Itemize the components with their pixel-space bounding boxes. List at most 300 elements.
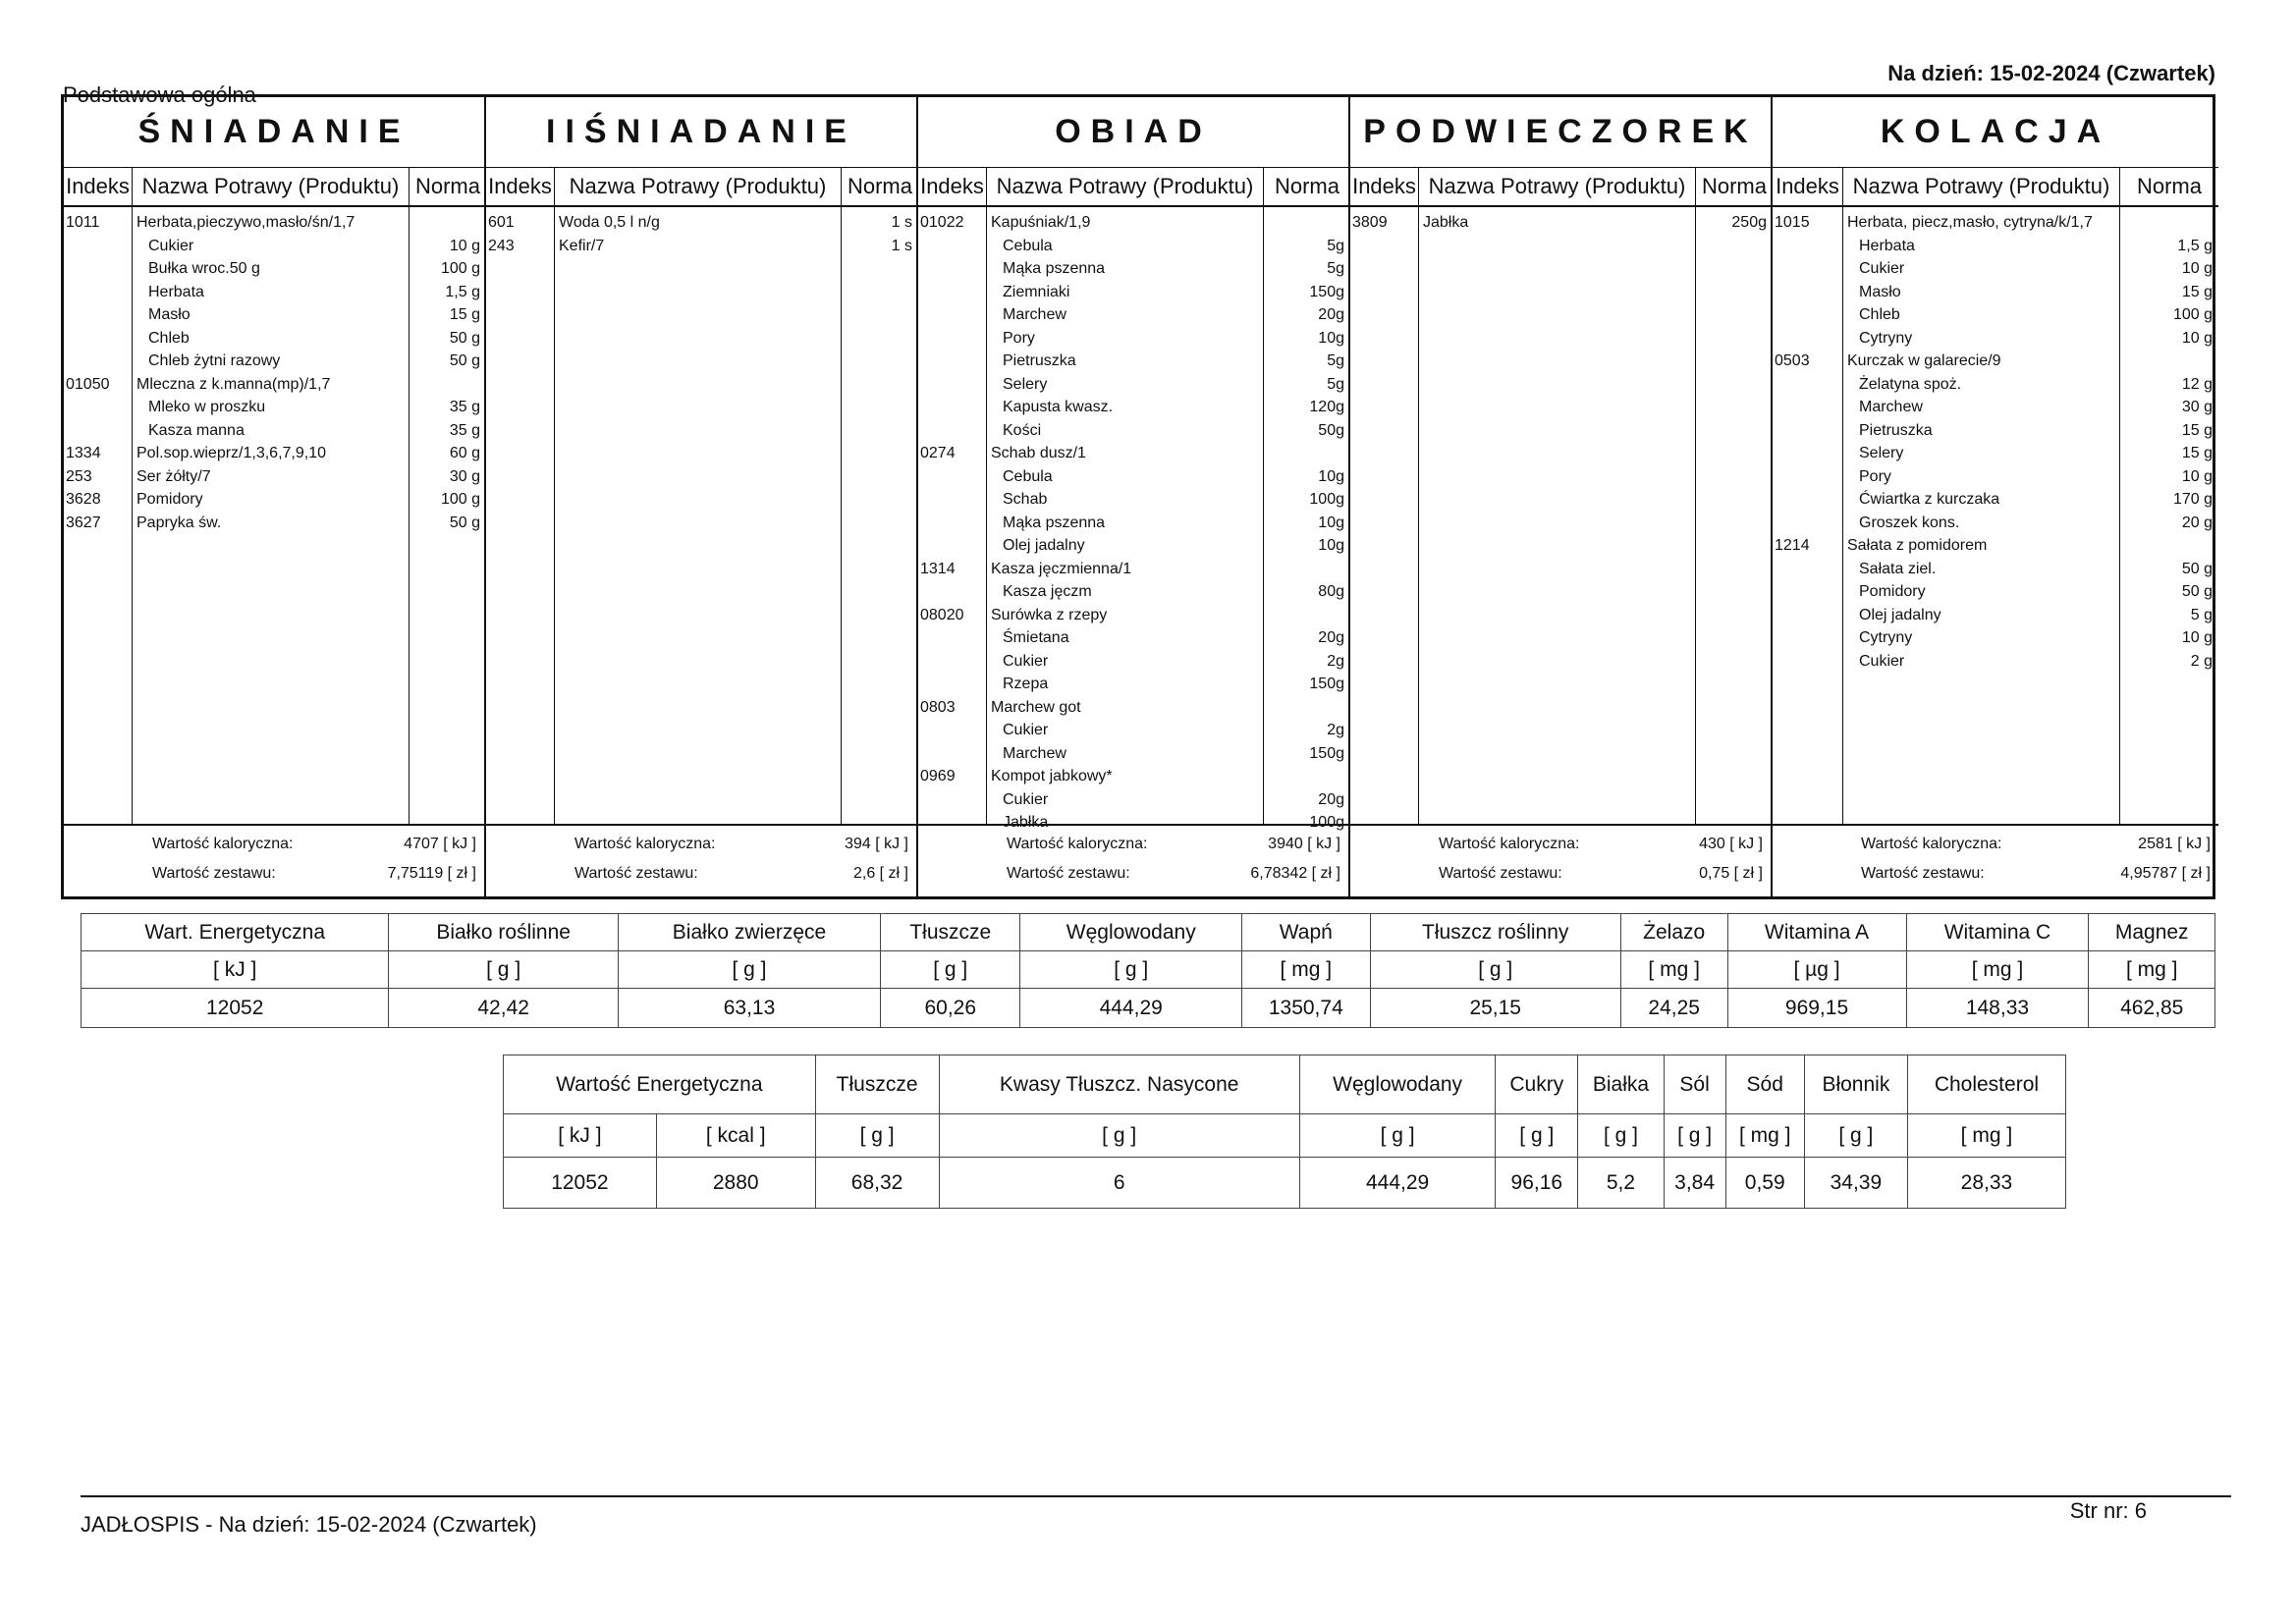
row-index: 01050 [66, 375, 110, 393]
row-index: 01022 [920, 214, 964, 231]
row-norm: 5 g [2190, 606, 2213, 623]
row-index: 0969 [920, 768, 956, 784]
ingredient-name: Chleb żytni razowy [148, 352, 281, 369]
dish-name: Schab dusz/1 [991, 445, 1086, 461]
row-norm: 35 g [449, 421, 480, 439]
row-norm: 2g [1327, 722, 1344, 738]
menu-row [918, 650, 1350, 673]
nutrient-unit: [ g ] [618, 951, 880, 989]
meal-section [918, 97, 1350, 896]
ingredient-name: Olej jadalny [1859, 606, 1941, 623]
row-norm: 5g [1327, 352, 1344, 369]
nutrient-unit: [ g ] [389, 951, 619, 989]
row-index: 0803 [920, 698, 956, 716]
nutrient-unit: [ mg ] [1620, 951, 1727, 989]
menu-row [1773, 257, 2218, 280]
ingredient-name: Cukier [1859, 652, 1905, 670]
meal-rows [64, 211, 484, 824]
ingredient-name: Schab [1003, 491, 1048, 508]
ingredient-name: Marchew [1003, 744, 1066, 762]
menu-row [1773, 604, 2218, 626]
ingredient-name: Selery [1003, 375, 1048, 393]
dish-name: Marchew got [991, 698, 1081, 716]
nutrient-value: 25,15 [1370, 989, 1620, 1028]
menu-row [1773, 488, 2218, 511]
menu-row [1773, 373, 2218, 396]
column-header-norm: Norma [2120, 168, 2218, 207]
meal-title: PODWIECZOREK [1350, 97, 1771, 168]
column-header-index: Indeks [1350, 168, 1419, 207]
ingredient-name: Herbata [1859, 237, 1915, 254]
menu-row [1773, 419, 2218, 442]
nutrient-value: 1350,74 [1242, 989, 1371, 1028]
ingredient-name: Kości [1003, 421, 1042, 439]
meal-summary [1350, 824, 1771, 896]
dish-name: Kurczak w galarecie/9 [1847, 352, 2001, 369]
nutrient-header: Węglowodany [1299, 1055, 1496, 1114]
nutrient-value: 96,16 [1496, 1158, 1578, 1209]
nutrient-header: Białko roślinne [389, 914, 619, 951]
ingredient-name: Marchew [1003, 306, 1066, 323]
row-norm: 150g [1309, 283, 1344, 300]
menu-row [1773, 303, 2218, 326]
row-index: 243 [488, 237, 515, 254]
nutrient-value: 462,85 [2089, 989, 2215, 1028]
row-index: 1011 [66, 214, 100, 231]
row-index: 601 [488, 214, 515, 231]
nutrient-header: Białko zwierzęce [618, 914, 880, 951]
menu-row [918, 742, 1350, 765]
nutrient-unit: [ mg ] [1907, 1114, 2065, 1158]
meal-section [64, 97, 486, 896]
row-index: 0274 [920, 445, 956, 461]
nutrient-value: 42,42 [389, 989, 619, 1028]
row-norm: 120g [1309, 399, 1344, 415]
meal-summary [486, 824, 916, 896]
nutrient-header: Witamina C [1906, 914, 2089, 951]
menu-row [918, 788, 1350, 811]
meal-section [1350, 97, 1773, 896]
dish-name: Pol.sop.wieprz/1,3,6,7,9,10 [137, 445, 327, 461]
row-norm: 20g [1318, 306, 1344, 323]
cost-label: Wartość zestawu: [1007, 865, 1130, 882]
nutrient-unit: [ mg ] [1906, 951, 2089, 989]
menu-row [64, 281, 486, 303]
calorie-value: 3940 [ kJ ] [1268, 836, 1340, 852]
date-label: Na dzień: 15-02-2024 (Czwartek) [1887, 61, 2215, 85]
menu-row [918, 303, 1350, 326]
nutrient-value: 63,13 [618, 989, 880, 1028]
ingredient-name: Cukier [148, 237, 194, 254]
menu-row [918, 465, 1350, 488]
menu-row [1773, 327, 2218, 350]
ingredient-name: Mleko w proszku [148, 399, 266, 415]
cost-label: Wartość zestawu: [1439, 865, 1562, 882]
calorie-value: 2581 [ kJ ] [2138, 836, 2211, 852]
nutrient-unit: [ µg ] [1727, 951, 1906, 989]
menu-row [918, 327, 1350, 350]
menu-row [918, 626, 1350, 649]
cost-value: 2,6 [ zł ] [852, 865, 908, 882]
ingredient-name: Cytryny [1859, 629, 1913, 646]
nutrient-value: 148,33 [1906, 989, 2089, 1028]
menu-grid [61, 94, 2215, 899]
ingredient-name: Herbata [148, 283, 204, 300]
column-header-norm: Norma [1264, 168, 1350, 207]
meal-rows [1773, 211, 2218, 824]
nutrient-header: Wart. Energetyczna [82, 914, 389, 951]
row-norm: 80g [1318, 583, 1344, 600]
nutrient-value: 24,25 [1620, 989, 1727, 1028]
meal-title: KOLACJA [1773, 97, 2218, 168]
row-norm: 10 g [2181, 260, 2213, 277]
ingredient-name: Jabłka [1003, 814, 1049, 831]
nutrient-header: Cukry [1496, 1055, 1578, 1114]
row-index: 1314 [920, 560, 956, 577]
nutrient-header: Wapń [1242, 914, 1371, 951]
nutrient-header: Sól [1664, 1055, 1725, 1114]
nutrient-unit: [ mg ] [1725, 1114, 1804, 1158]
dish-name: Papryka św. [137, 514, 222, 531]
row-index: 1334 [66, 445, 101, 461]
ingredient-name: Pory [1859, 467, 1891, 485]
meal-summary [1773, 824, 2218, 896]
row-norm: 12 g [2181, 375, 2213, 393]
column-header-name: Nazwa Potrawy (Produktu) [555, 168, 842, 207]
nutrient-header: Sód [1725, 1055, 1804, 1114]
cost-value: 6,78342 [ zł ] [1250, 865, 1340, 882]
column-header-name: Nazwa Potrawy (Produktu) [133, 168, 410, 207]
row-index: 0503 [1775, 352, 1810, 369]
nutrient-unit: [ g ] [881, 951, 1020, 989]
ingredient-name: Chleb [148, 329, 190, 347]
dish-name: Kasza jęczmienna/1 [991, 560, 1132, 577]
column-header-norm: Norma [842, 168, 918, 207]
calorie-value: 4707 [ kJ ] [404, 836, 476, 852]
menu-row [918, 765, 1350, 787]
ingredient-name: Pomidory [1859, 583, 1926, 600]
row-norm: 100g [1309, 814, 1344, 831]
row-norm: 100g [1309, 491, 1344, 508]
menu-row [1773, 465, 2218, 488]
meal-summary [64, 824, 484, 896]
row-norm: 10g [1318, 514, 1344, 531]
menu-row [1773, 396, 2218, 418]
nutrient-unit: [ g ] [1370, 951, 1620, 989]
row-norm: 100 g [440, 491, 480, 508]
nutrient-header: Żelazo [1620, 914, 1727, 951]
menu-row [1773, 442, 2218, 464]
nutrient-value: 34,39 [1804, 1158, 1907, 1209]
calorie-value: 394 [ kJ ] [845, 836, 908, 852]
nutrient-unit: [ kcal ] [656, 1114, 815, 1158]
footer-title: JADŁOSPIS - Na dzień: 15-02-2024 (Czwartek) [81, 1512, 537, 1537]
menu-row [918, 235, 1350, 257]
column-header-index: Indeks [1773, 168, 1843, 207]
meal-title: ŚNIADANIE [64, 97, 484, 168]
cost-label: Wartość zestawu: [1861, 865, 1985, 882]
calorie-value: 430 [ kJ ] [1699, 836, 1763, 852]
menu-row [64, 350, 486, 372]
row-norm: 100 g [440, 260, 480, 277]
menu-row [1773, 558, 2218, 580]
ingredient-name: Sałata ziel. [1859, 560, 1937, 577]
column-header-index: Indeks [918, 168, 987, 207]
menu-row [1773, 650, 2218, 673]
menu-row [64, 211, 486, 234]
row-norm: 60 g [449, 445, 480, 461]
row-norm: 20g [1318, 629, 1344, 646]
ingredient-name: Masło [148, 306, 191, 323]
cost-label: Wartość zestawu: [574, 865, 698, 882]
kcal-label: Wartość kaloryczna: [574, 836, 716, 852]
ingredient-name: Kapusta kwasz. [1003, 399, 1114, 415]
row-norm: 50g [1318, 421, 1344, 439]
row-norm: 150g [1309, 676, 1344, 692]
nutrient-unit: [ mg ] [2089, 951, 2215, 989]
cost-label: Wartość zestawu: [152, 865, 276, 882]
row-norm: 50 g [2181, 560, 2213, 577]
kcal-label: Wartość kaloryczna: [1861, 836, 2002, 852]
row-norm: 1 s [891, 237, 912, 254]
column-header-name: Nazwa Potrawy (Produktu) [1843, 168, 2120, 207]
ingredient-name: Cebula [1003, 467, 1053, 485]
ingredient-name: Kasza jęczm [1003, 583, 1092, 600]
ingredient-name: Pietruszka [1859, 421, 1933, 439]
nutrient-unit: [ g ] [1299, 1114, 1496, 1158]
kcal-label: Wartość kaloryczna: [152, 836, 294, 852]
row-norm: 15 g [449, 306, 480, 323]
column-header-norm: Norma [1696, 168, 1773, 207]
dish-name: Woda 0,5 l n/g [559, 214, 660, 231]
nutrient-unit: [ kJ ] [82, 951, 389, 989]
column-header-name: Nazwa Potrawy (Produktu) [987, 168, 1264, 207]
meal-rows [486, 211, 916, 824]
meal-summary [918, 824, 1348, 896]
ingredient-name: Cytryny [1859, 329, 1913, 347]
column-header-index: Indeks [486, 168, 555, 207]
nutrient-value: 5,2 [1578, 1158, 1664, 1209]
row-norm: 5g [1327, 375, 1344, 393]
nutrient-unit: [ g ] [815, 1114, 939, 1158]
row-norm: 50 g [449, 514, 480, 531]
meal-rows [918, 211, 1348, 831]
menu-row [64, 512, 486, 534]
menu-row [64, 257, 486, 280]
row-norm: 1,5 g [2177, 237, 2213, 254]
menu-row [918, 604, 1350, 626]
cost-value: 0,75 [ zł ] [1699, 865, 1763, 882]
dish-name: Mleczna z k.manna(mp)/1,7 [137, 375, 331, 393]
dish-name: Pomidory [137, 491, 203, 508]
ingredient-name: Żelatyna spoż. [1859, 375, 1962, 393]
dish-name: Jabłka [1423, 214, 1469, 231]
nutrition-table-1 [81, 913, 2215, 1028]
row-norm: 250g [1731, 214, 1767, 231]
row-norm: 30 g [449, 467, 480, 485]
nutrient-header: Tłuszcze [815, 1055, 939, 1114]
row-norm: 1 s [891, 214, 912, 231]
ingredient-name: Selery [1859, 445, 1904, 461]
menu-row [1773, 626, 2218, 649]
nutrient-value: 969,15 [1727, 989, 1906, 1028]
row-index: 1015 [1775, 214, 1810, 231]
menu-row [918, 257, 1350, 280]
nutrient-unit: [ g ] [1020, 951, 1242, 989]
column-header-index: Indeks [64, 168, 133, 207]
ingredient-name: Bułka wroc.50 g [148, 260, 260, 277]
menu-row [486, 235, 918, 257]
row-norm: 10 g [2181, 629, 2213, 646]
ingredient-name: Cukier [1003, 652, 1049, 670]
nutrient-value: 444,29 [1020, 989, 1242, 1028]
nutrient-value: 2880 [656, 1158, 815, 1209]
row-norm: 1,5 g [445, 283, 480, 300]
menu-row [1773, 235, 2218, 257]
row-norm: 5g [1327, 260, 1344, 277]
menu-row [918, 696, 1350, 719]
row-index: 3627 [66, 514, 101, 531]
column-header-name: Nazwa Potrawy (Produktu) [1419, 168, 1696, 207]
ingredient-name: Cukier [1003, 722, 1049, 738]
meal-section [1773, 97, 2218, 896]
ingredient-name: Olej jadalny [1003, 537, 1085, 554]
page-number: Str nr: 6 [2069, 1498, 2147, 1523]
diet-name: Podstawowa ogólna [63, 82, 256, 107]
row-norm: 15 g [2181, 421, 2213, 439]
ingredient-name: Cukier [1003, 790, 1049, 808]
nutrient-value: 68,32 [815, 1158, 939, 1209]
meal-title: IIŚNIADANIE [486, 97, 916, 168]
meal-section [486, 97, 918, 896]
row-norm: 10 g [2181, 467, 2213, 485]
row-norm: 30 g [2181, 399, 2213, 415]
menu-row [1350, 211, 1773, 234]
nutrient-value: 6 [939, 1158, 1299, 1209]
cost-value: 7,75119 [ zł ] [387, 865, 476, 882]
nutrient-unit: [ g ] [939, 1114, 1299, 1158]
menu-row [918, 673, 1350, 695]
nutrient-value: 444,29 [1299, 1158, 1496, 1209]
menu-row [1773, 512, 2218, 534]
ingredient-name: Marchew [1859, 399, 1923, 415]
menu-row [918, 396, 1350, 418]
row-norm: 20g [1318, 790, 1344, 808]
menu-row [918, 488, 1350, 511]
ingredient-name: Pory [1003, 329, 1035, 347]
nutrient-header: Kwasy Tłuszcz. Nasycone [939, 1055, 1299, 1114]
dish-name: Kapuśniak/1,9 [991, 214, 1091, 231]
ingredient-name: Kasza manna [148, 421, 245, 439]
menu-row [1773, 534, 2218, 557]
menu-row [918, 534, 1350, 557]
nutrient-value: 28,33 [1907, 1158, 2065, 1209]
menu-row [918, 719, 1350, 741]
nutrient-header: Tłuszcze [881, 914, 1020, 951]
nutrient-header: Witamina A [1727, 914, 1906, 951]
menu-row [918, 442, 1350, 464]
menu-row [486, 211, 918, 234]
ingredient-name: Pietruszka [1003, 352, 1076, 369]
kcal-label: Wartość kaloryczna: [1007, 836, 1148, 852]
row-index: 253 [66, 467, 92, 485]
ingredient-name: Groszek kons. [1859, 514, 1960, 531]
nutrient-header: Wartość Energetyczna [504, 1055, 816, 1114]
row-norm: 35 g [449, 399, 480, 415]
row-norm: 15 g [2181, 283, 2213, 300]
nutrient-value: 12052 [82, 989, 389, 1028]
cost-value: 4,95787 [ zł ] [2120, 865, 2211, 882]
dish-name: Kompot jabkowy* [991, 768, 1113, 784]
ingredient-name: Chleb [1859, 306, 1900, 323]
menu-row [918, 281, 1350, 303]
ingredient-name: Śmietana [1003, 629, 1069, 646]
nutrient-unit: [ mg ] [1242, 951, 1371, 989]
menu-row [64, 488, 486, 511]
nutrient-header: Magnez [2089, 914, 2215, 951]
menu-row [64, 303, 486, 326]
ingredient-name: Masło [1859, 283, 1901, 300]
nutrient-unit: [ g ] [1664, 1114, 1725, 1158]
row-norm: 2g [1327, 652, 1344, 670]
nutrient-header: Błonnik [1804, 1055, 1907, 1114]
row-norm: 10g [1318, 537, 1344, 554]
menu-row [64, 465, 486, 488]
menu-row [918, 512, 1350, 534]
ingredient-name: Mąka pszenna [1003, 514, 1106, 531]
ingredient-name: Cebula [1003, 237, 1053, 254]
row-norm: 10g [1318, 329, 1344, 347]
nutrient-unit: [ kJ ] [504, 1114, 657, 1158]
ingredient-name: Mąka pszenna [1003, 260, 1106, 277]
nutrient-value: 12052 [504, 1158, 657, 1209]
row-index: 3809 [1352, 214, 1388, 231]
menu-row [1773, 211, 2218, 234]
menu-row [1773, 350, 2218, 372]
row-norm: 100 g [2172, 306, 2213, 323]
row-norm: 10 g [449, 237, 480, 254]
row-norm: 10 g [2181, 329, 2213, 347]
dish-name: Kefir/7 [559, 237, 605, 254]
nutrient-value: 3,84 [1664, 1158, 1725, 1209]
dish-name: Sałata z pomidorem [1847, 537, 1988, 554]
menu-row [64, 373, 486, 396]
row-norm: 15 g [2181, 445, 2213, 461]
meal-rows [1350, 211, 1771, 824]
menu-row [1773, 580, 2218, 603]
nutrient-unit: [ g ] [1578, 1114, 1664, 1158]
dish-name: Herbata,pieczywo,masło/śn/1,7 [137, 214, 355, 231]
nutrient-header: Białka [1578, 1055, 1664, 1114]
dish-name: Herbata, piecz,masło, cytryna/k/1,7 [1847, 214, 2093, 231]
menu-row [918, 419, 1350, 442]
row-norm: 20 g [2181, 514, 2213, 531]
menu-row [918, 580, 1350, 603]
menu-row [918, 211, 1350, 234]
nutrient-unit: [ g ] [1804, 1114, 1907, 1158]
row-index: 08020 [920, 606, 964, 623]
menu-row [64, 235, 486, 257]
nutrient-value: 60,26 [881, 989, 1020, 1028]
row-norm: 150g [1309, 744, 1344, 762]
menu-row [64, 327, 486, 350]
meal-title: OBIAD [918, 97, 1348, 168]
row-norm: 5g [1327, 237, 1344, 254]
ingredient-name: Ćwiartka z kurczaka [1859, 491, 2000, 508]
row-norm: 10g [1318, 467, 1344, 485]
row-norm: 50 g [449, 329, 480, 347]
column-header-norm: Norma [410, 168, 486, 207]
